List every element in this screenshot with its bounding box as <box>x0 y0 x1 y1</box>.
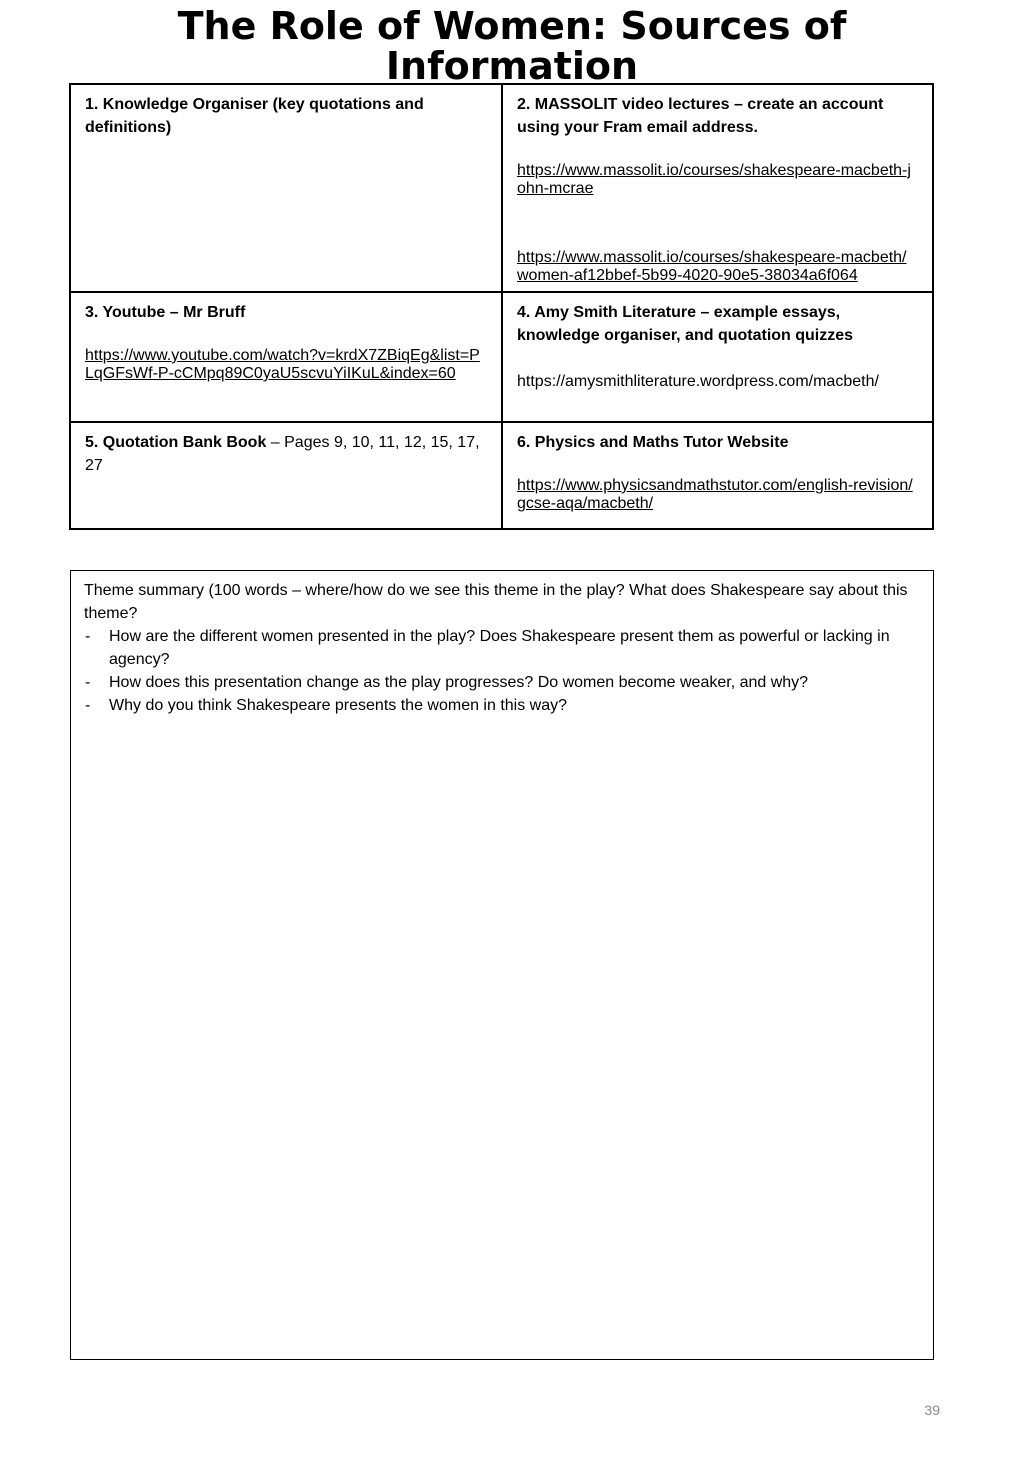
theme-summary-box[interactable] <box>70 570 934 1360</box>
source-cell-massolit <box>502 84 933 292</box>
source-cell-quotation-bank <box>70 422 502 529</box>
source-cell-youtube <box>70 292 502 422</box>
pmt-link[interactable]: https://www.physicsandmathstutor.com/english-revision/gcse-aqa/macbeth/ <box>517 477 913 512</box>
page-title: The Role of Women: Sources of Information <box>177 4 847 88</box>
source-heading <box>85 431 487 477</box>
source-cell-pmt <box>502 422 933 529</box>
list-item <box>84 671 920 694</box>
quotation-bank-title: 5. Quotation Bank Book <box>85 434 267 451</box>
amy-smith-url: https://amysmithliterature.wordpress.com/macbeth/ <box>517 373 879 390</box>
source-cell-amy-smith <box>502 292 933 422</box>
table-row <box>70 84 933 292</box>
question-text: Why do you think Shakespeare presents the women in this way? <box>109 697 568 714</box>
source-heading: 6. Physics and Maths Tutor Website <box>517 434 789 451</box>
quotation-bank-pages: – Pages 9, 10, 11, 12, 15, 17, 27 <box>85 434 480 474</box>
table-row <box>70 292 933 422</box>
massolit-link-1[interactable]: https://www.massolit.io/courses/shakespeare-macbeth-john-mcrae <box>517 162 911 197</box>
page-number: 39 <box>924 1402 940 1418</box>
source-heading: 1. Knowledge Organiser (key quotations and definitions) <box>85 96 424 136</box>
list-item <box>84 694 920 717</box>
theme-summary-intro: Theme summary (100 words – where/how do we see this theme in the play? What does Shakespeare say about this theme? <box>84 582 908 622</box>
dash-bullet: - <box>85 674 91 691</box>
question-text: How are the different women presented in the play? Does Shakespeare present them as powerful or lacking in agency? <box>109 628 890 668</box>
sources-table <box>69 83 934 530</box>
question-text: How does this presentation change as the play progresses? Do women become weaker, and why? <box>109 674 809 691</box>
source-heading: 3. Youtube – Mr Bruff <box>85 304 246 321</box>
list-item <box>84 625 920 671</box>
dash-bullet: - <box>85 628 91 645</box>
theme-summary-questions <box>84 625 920 717</box>
source-cell-knowledge-organiser <box>70 84 502 292</box>
source-heading: 4. Amy Smith Literature – example essays, knowledge organiser, and quotation quizzes <box>517 304 854 344</box>
youtube-link[interactable]: https://www.youtube.com/watch?v=krdX7ZBiqEg&list=PLqGFsWf-P-cCMpq89C0yaU5scvuYiIKuL&index=60 <box>85 347 480 382</box>
massolit-link-2[interactable]: https://www.massolit.io/courses/shakespeare-macbeth/women-af12bbef-5b99-4020-90e5-38034a6f064 <box>517 249 907 284</box>
source-heading: 2. MASSOLIT video lectures – create an account using your Fram email address. <box>517 96 884 136</box>
table-row <box>70 422 933 529</box>
dash-bullet: - <box>85 697 91 714</box>
